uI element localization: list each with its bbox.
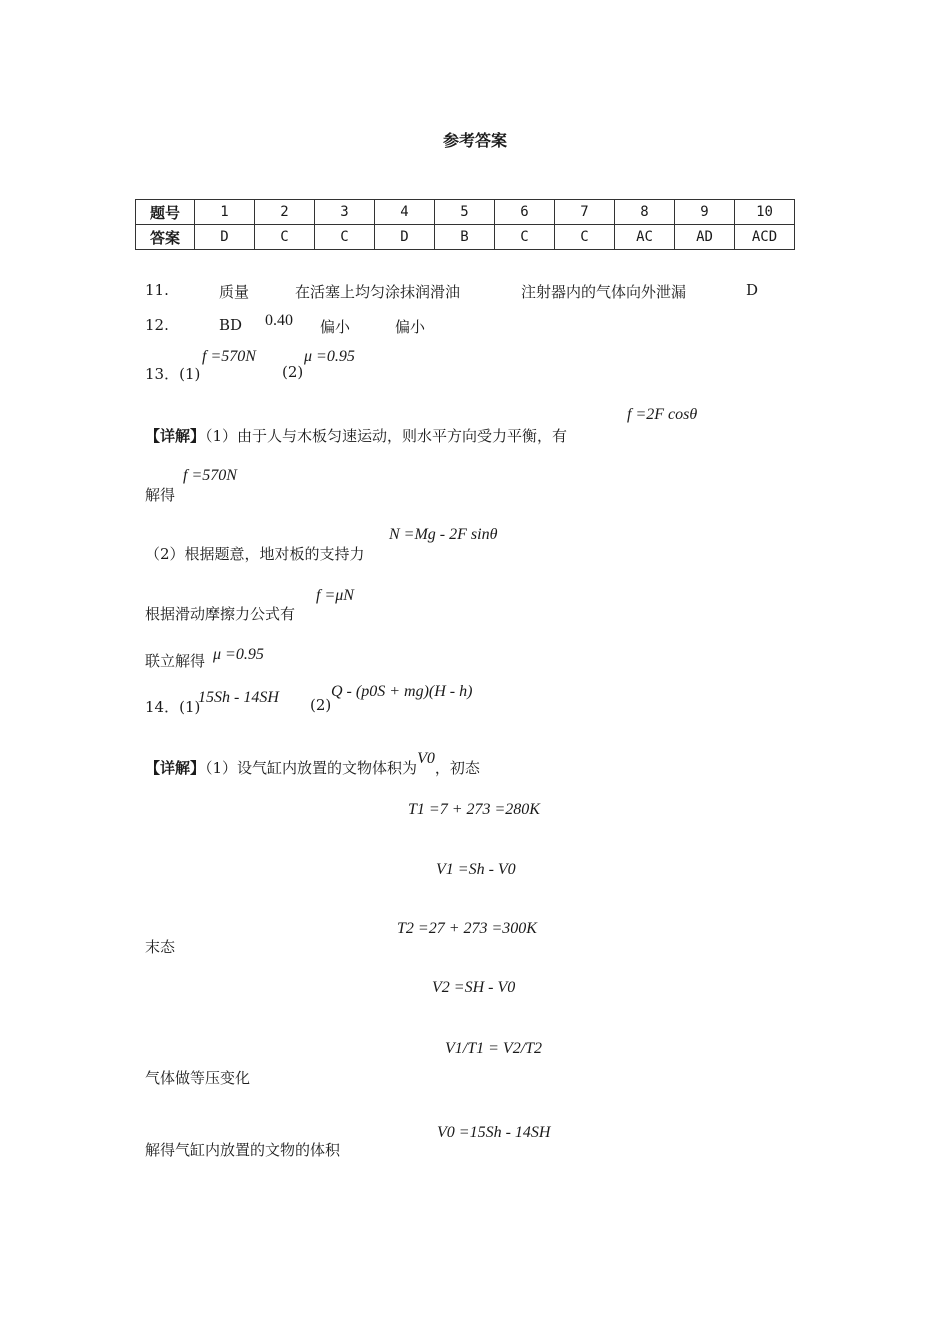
q12-number: 12. bbox=[145, 316, 169, 334]
q13-detail-3: 根据滑动摩擦力公式有 bbox=[145, 605, 296, 623]
q13-detail-4: 联立解得 bbox=[145, 652, 206, 670]
q14-eq-result: V0 =15Sh - 14SH bbox=[437, 1124, 551, 1141]
answer-table bbox=[135, 199, 795, 250]
detail-text: （1）设气缸内放置的文物体积为 bbox=[205, 759, 418, 777]
q13-answer-1: f =570N bbox=[202, 348, 256, 365]
q13-label-2: (2) bbox=[282, 363, 304, 381]
table-cell: ACD bbox=[735, 225, 795, 250]
q14-eq-ratio: V1/T1 = V2/T2 bbox=[445, 1040, 543, 1057]
q14-eq-v2: V2 =SH - V0 bbox=[432, 979, 516, 996]
detail-label: 【详解】 bbox=[145, 759, 206, 777]
table-cell: 9 bbox=[675, 200, 735, 225]
table-answer-label: 答案 bbox=[136, 225, 195, 250]
table-cell: B bbox=[435, 225, 495, 250]
q12-answer-a: BD bbox=[219, 316, 243, 334]
table-cell: AC bbox=[615, 225, 675, 250]
q14-label-2: (2) bbox=[310, 696, 332, 714]
table-row bbox=[136, 200, 795, 225]
table-cell: C bbox=[255, 225, 315, 250]
q13-answer-2: μ =0.95 bbox=[304, 348, 355, 365]
q11-answer-a: 质量 bbox=[219, 283, 250, 301]
page-title: 参考答案 bbox=[442, 131, 507, 150]
q13-label-1: 13．(1) bbox=[145, 365, 201, 383]
table-header-label: 题号 bbox=[136, 200, 195, 225]
detail-label: 【详解】 bbox=[145, 427, 206, 445]
q14-final-label: 末态 bbox=[145, 938, 176, 956]
table-cell: AD bbox=[675, 225, 735, 250]
table-cell: 2 bbox=[255, 200, 315, 225]
q12-answer-b: 0.40 bbox=[265, 312, 293, 329]
table-cell: C bbox=[555, 225, 615, 250]
q14-eq-t2: T2 =27 + 273 =300K bbox=[397, 920, 537, 937]
table-cell: 1 bbox=[195, 200, 255, 225]
q11-answer-b: 在活塞上均匀涂抹润滑油 bbox=[295, 283, 461, 301]
q14-eq-v1: V1 =Sh - V0 bbox=[436, 861, 516, 878]
q11-answer-d: D bbox=[746, 281, 759, 299]
q12-answer-c: 偏小 bbox=[320, 318, 351, 336]
table-cell: 5 bbox=[435, 200, 495, 225]
q13-eq-2: f =570N bbox=[183, 467, 237, 484]
table-row bbox=[136, 225, 795, 250]
table-cell: D bbox=[195, 225, 255, 250]
q11-answer-c: 注射器内的气体向外泄漏 bbox=[521, 283, 687, 301]
table-cell: C bbox=[315, 225, 375, 250]
q14-isobaric-label: 气体做等压变化 bbox=[145, 1069, 251, 1087]
q14-eq-t1: T1 =7 + 273 =280K bbox=[408, 801, 540, 818]
q14-result-label: 解得气缸内放置的文物的体积 bbox=[145, 1141, 341, 1159]
q11-number: 11. bbox=[145, 281, 169, 299]
q13-eq-1: f =2F cosθ bbox=[627, 406, 698, 423]
table-cell: C bbox=[495, 225, 555, 250]
table-cell: 6 bbox=[495, 200, 555, 225]
q13-eq-3: N =Mg - 2F sinθ bbox=[389, 526, 498, 543]
q14-answer-2: Q - (p0S + mg)(H - h) bbox=[331, 683, 473, 700]
q13-detail-1 bbox=[145, 425, 567, 446]
table-cell: 10 bbox=[735, 200, 795, 225]
q13-eq-5: μ =0.95 bbox=[213, 646, 264, 663]
q13-eq-4: f =μN bbox=[316, 587, 354, 604]
q12-answer-d: 偏小 bbox=[395, 318, 426, 336]
table-cell: D bbox=[375, 225, 435, 250]
table-cell: 3 bbox=[315, 200, 375, 225]
q13-solve-label: 解得 bbox=[145, 486, 176, 504]
q14-detail-1 bbox=[145, 750, 480, 778]
detail-text-b: ，初态 bbox=[434, 759, 480, 777]
q14-answer-1: 15Sh - 14SH bbox=[198, 689, 279, 706]
q14-label-1: 14．(1) bbox=[145, 698, 201, 716]
detail-text: （1）由于人与木板匀速运动，则水平方向受力平衡，有 bbox=[205, 427, 568, 445]
table-cell: 7 bbox=[555, 200, 615, 225]
table-cell: 4 bbox=[375, 200, 435, 225]
v0-symbol: V0 bbox=[417, 750, 435, 767]
q13-detail-2: （2）根据题意，地对板的支持力 bbox=[145, 545, 365, 563]
table-cell: 8 bbox=[615, 200, 675, 225]
